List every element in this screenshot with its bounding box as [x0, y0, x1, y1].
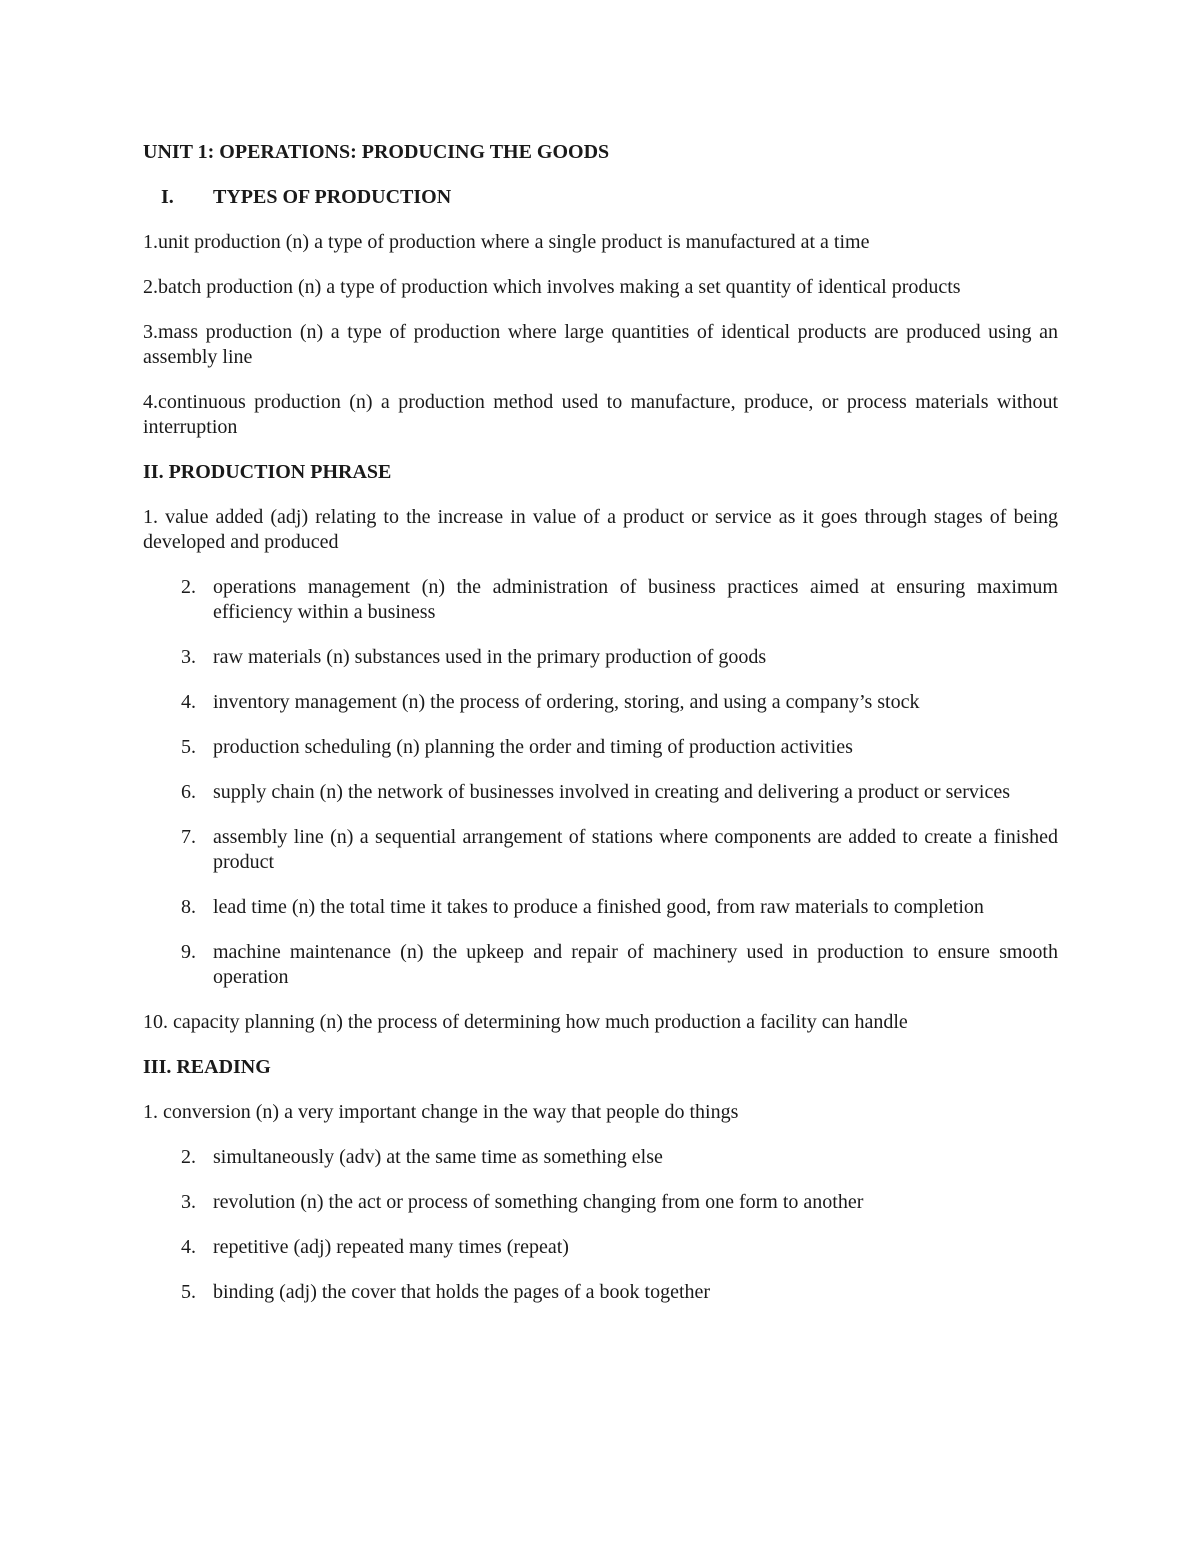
list-item	[143, 780, 1058, 805]
list-item	[143, 940, 1058, 990]
list-item	[143, 1280, 1058, 1305]
list-item-text: revolution (n) the act or process of something changing from one form to another	[213, 1191, 864, 1213]
list-item-number: 8.	[181, 896, 196, 918]
definition-batch-production: 2.batch production (n) a type of production which involves making a set quantity of identical products	[143, 276, 961, 298]
list-item-number: 2.	[181, 576, 196, 598]
document-title: UNIT 1: OPERATIONS: PRODUCING THE GOODS	[143, 141, 610, 163]
list-item-text: binding (adj) the cover that holds the pages of a book together	[213, 1281, 711, 1303]
section-heading-types-of-production	[143, 185, 1058, 210]
list-item	[143, 895, 1058, 920]
definition-capacity-planning: 10. capacity planning (n) the process of determining how much production a facility can handle	[143, 1011, 908, 1033]
list-item-number: 3.	[181, 646, 196, 668]
list-item-text: lead time (n) the total time it takes to produce a finished good, from raw materials to completion	[213, 896, 984, 918]
section-title: TYPES OF PRODUCTION	[213, 186, 452, 208]
section-number: I.	[161, 186, 174, 208]
definition-conversion: 1. conversion (n) a very important change in the way that people do things	[143, 1101, 739, 1123]
list-item-number: 3.	[181, 1191, 196, 1213]
definition-continuous-production: 4.continuous production (n) a production method used to manufacture, produce, or process materials without interruption	[143, 391, 1058, 438]
list-item	[143, 575, 1058, 625]
list-item-number: 5.	[181, 1281, 196, 1303]
list-item-text: raw materials (n) substances used in the primary production of goods	[213, 646, 767, 668]
list-item-text: repetitive (adj) repeated many times (repeat)	[213, 1236, 569, 1258]
document-body	[143, 140, 1058, 1305]
list-item-number: 2.	[181, 1146, 196, 1168]
list-item-text: production scheduling (n) planning the order and timing of production activities	[213, 736, 853, 758]
definition-value-added: 1. value added (adj) relating to the increase in value of a product or service as it goes through stages of being developed and produced	[143, 506, 1058, 553]
list-item-number: 4.	[181, 1236, 196, 1258]
list-item-text: supply chain (n) the network of businesses involved in creating and delivering a product or services	[213, 781, 1011, 803]
list-item-number: 6.	[181, 781, 196, 803]
list-item-text: operations management (n) the administration of business practices aimed at ensuring maximum efficiency within a business	[213, 576, 1058, 623]
definition-mass-production: 3.mass production (n) a type of production where large quantities of identical products are produced using an assembly line	[143, 321, 1058, 368]
list-item-number: 7.	[181, 826, 196, 848]
list-item	[143, 645, 1058, 670]
list-item-number: 4.	[181, 691, 196, 713]
definition-unit-production: 1.unit production (n) a type of production where a single product is manufactured at a time	[143, 231, 870, 253]
list-item-text: inventory management (n) the process of ordering, storing, and using a company’s stock	[213, 691, 920, 713]
list-item	[143, 1145, 1058, 1170]
list-item	[143, 690, 1058, 715]
list-item	[143, 1190, 1058, 1215]
list-item	[143, 1235, 1058, 1260]
section-heading-reading: III. READING	[143, 1056, 271, 1078]
list-item-text: machine maintenance (n) the upkeep and repair of machinery used in production to ensure smooth operation	[213, 941, 1058, 988]
list-item-text: assembly line (n) a sequential arrangement of stations where components are added to create a finished product	[213, 826, 1058, 873]
list-item-number: 9.	[181, 941, 196, 963]
list-item-number: 5.	[181, 736, 196, 758]
section-heading-production-phrase: II. PRODUCTION PHRASE	[143, 461, 392, 483]
list-item-text: simultaneously (adv) at the same time as something else	[213, 1146, 663, 1168]
list-item	[143, 825, 1058, 875]
list-item	[143, 735, 1058, 760]
